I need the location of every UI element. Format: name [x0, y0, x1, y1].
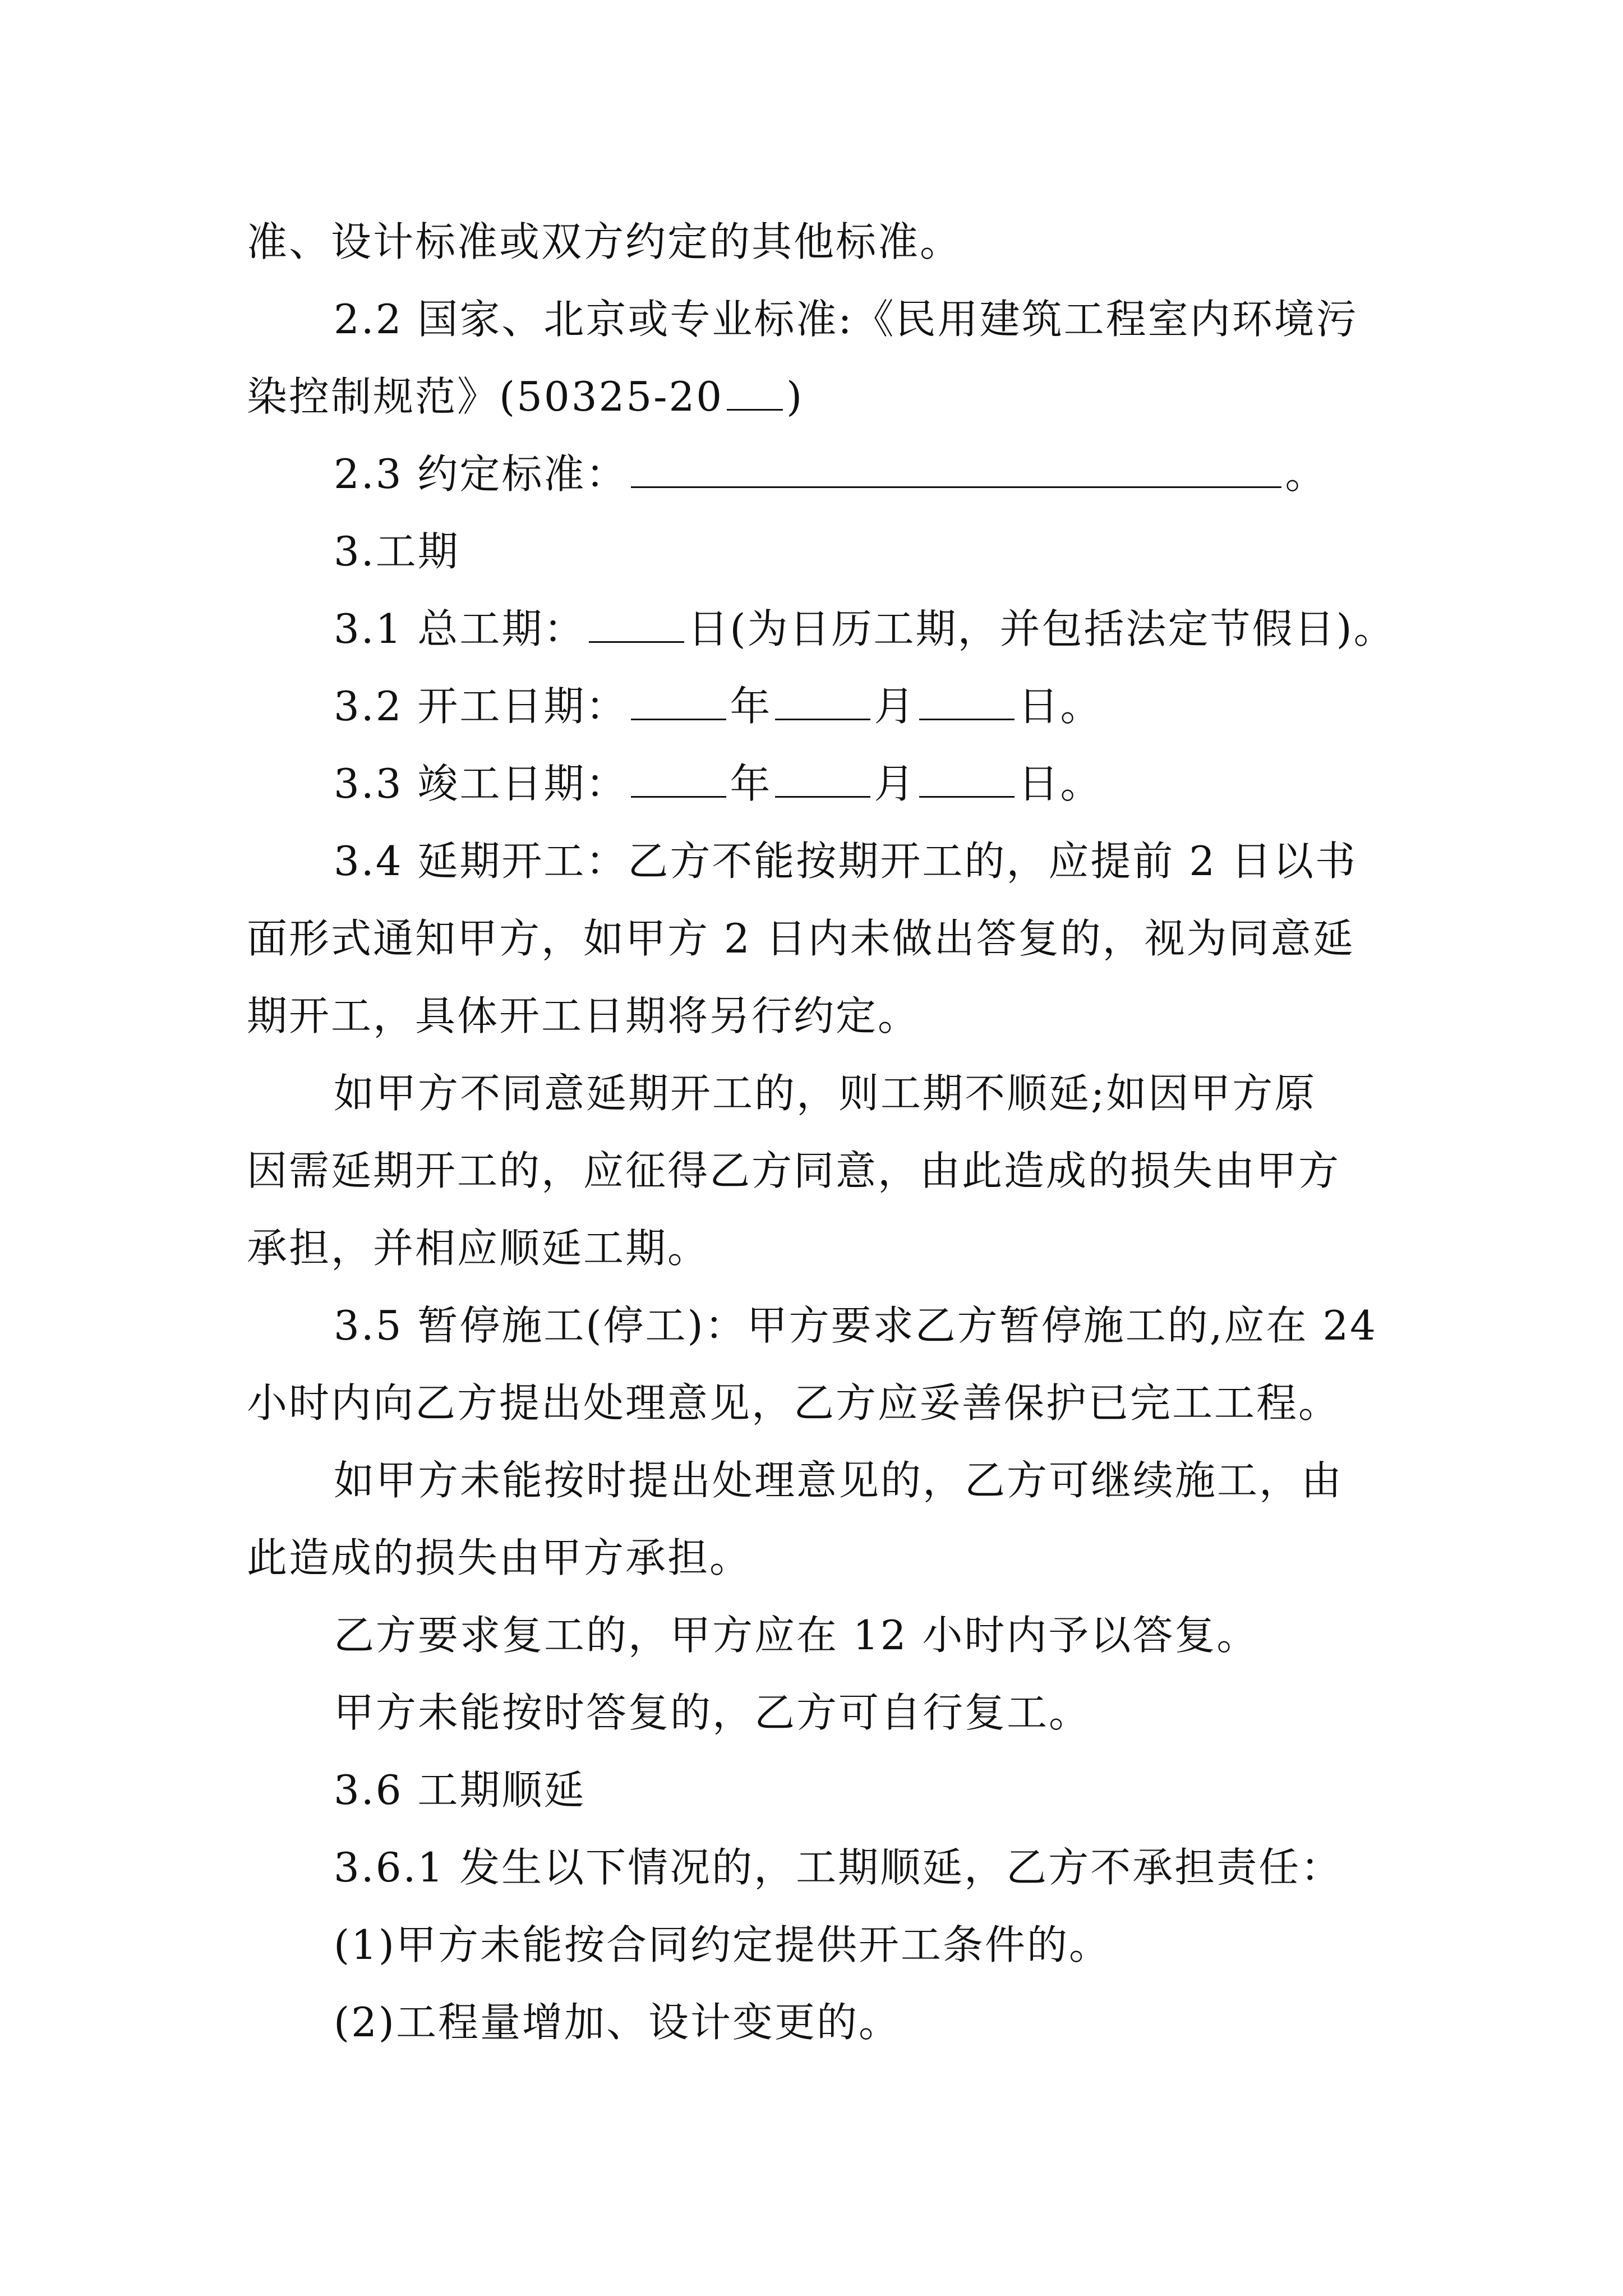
text-line [247, 1209, 1391, 1287]
line-text: 3.工期 [334, 528, 460, 575]
section-heading [247, 513, 1391, 590]
text-line [247, 668, 1391, 745]
text-line [247, 745, 1391, 822]
fill-in-blank [631, 676, 726, 720]
text-line [247, 590, 1396, 668]
line-text: 3.4 延期开工：乙方不能按期开工的，应提前 2 日以书 [334, 838, 1357, 885]
line-text: 此造成的损失由甲方承担。 [247, 1534, 752, 1581]
text-line [247, 1055, 1391, 1132]
fill-in-blank [631, 753, 726, 798]
line-text: 乙方要求复工的，甲方应在 12 小时内予以答复。 [334, 1612, 1259, 1659]
fill-in-blank [919, 753, 1015, 798]
text-line [247, 1364, 1391, 1442]
fill-in-blank [631, 444, 1281, 488]
text-line [247, 977, 1391, 1055]
line-text: 期开工，具体开工日期将另行约定。 [247, 992, 920, 1039]
line-text: 3.3 竣工日期： [334, 760, 628, 807]
line-text: 。 [1285, 450, 1327, 498]
line-text: 2.3 约定标准： [334, 450, 628, 498]
line-text: 月 [874, 683, 916, 730]
fill-in-blank [775, 676, 870, 720]
line-text: 承担，并相应顺延工期。 [247, 1225, 710, 1272]
line-text: 3.2 开工日期： [334, 683, 628, 730]
line-text: 3.5 暂停施工(停工)：甲方要求乙方暂停施工的,应在 24 [334, 1302, 1377, 1349]
line-text: 月 [874, 760, 916, 807]
line-text: 年 [730, 683, 772, 730]
text-line [247, 1519, 1391, 1596]
line-text: 如甲方未能按时提出处理意见的，乙方可继续施工，由 [334, 1457, 1344, 1504]
line-text: 面形式通知甲方，如甲方 2 日内未做出答复的，视为同意延 [247, 915, 1355, 962]
line-text: 日。 [1018, 683, 1103, 730]
text-line [247, 358, 1391, 435]
text-line [247, 822, 1391, 900]
fill-in-blank [775, 753, 870, 798]
line-text: 甲方未能按时答复的，乙方可自行复工。 [334, 1689, 1091, 1736]
list-item [247, 1984, 1391, 2061]
fill-in-blank [589, 599, 684, 643]
line-text: 3.1 总工期： [334, 605, 586, 652]
text-line [247, 1674, 1391, 1751]
text-line [247, 900, 1391, 977]
line-text: (2)工程量增加、设计变更的。 [334, 1999, 901, 2046]
text-line [247, 1829, 1391, 1906]
text-line [247, 1287, 1391, 1364]
section-heading [247, 1751, 1391, 1829]
text-line [247, 435, 1391, 513]
line-text: (1)甲方未能按合同约定提供开工条件的。 [334, 1921, 1111, 1968]
line-text: 准、设计标准或双方约定的其他标准。 [247, 218, 962, 265]
text-line [247, 1596, 1391, 1674]
text-line [247, 203, 1391, 280]
line-text: 染控制规范》(50325-20 [247, 373, 724, 420]
line-text: 日。 [1018, 760, 1103, 807]
line-text: 因需延期开工的，应征得乙方同意，由此造成的损失由甲方 [247, 1147, 1341, 1194]
line-text: 如甲方不同意延期开工的，则工期不顺延;如因甲方原 [334, 1070, 1317, 1117]
line-text: 小时内向乙方提出处理意见，乙方应妥善保护已完工工程。 [247, 1379, 1341, 1427]
line-text: 3.6.1 发生以下情况的，工期顺延，乙方不承担责任： [334, 1844, 1343, 1891]
fill-in-blank [919, 676, 1015, 720]
line-text: ) [786, 373, 804, 420]
line-text: 2.2 国家、北京或专业标准:《民用建筑工程室内环境污 [334, 296, 1358, 343]
list-item [247, 1906, 1391, 1984]
line-text: 日(为日历工期，并包括法定节假日)。 [688, 605, 1396, 652]
line-text: 年 [730, 760, 772, 807]
line-text: 3.6 工期顺延 [334, 1766, 586, 1814]
fill-in-blank [727, 366, 783, 411]
text-line [247, 280, 1391, 358]
text-line [247, 1442, 1391, 1519]
text-line [247, 1132, 1391, 1209]
document-body [247, 203, 1396, 2061]
